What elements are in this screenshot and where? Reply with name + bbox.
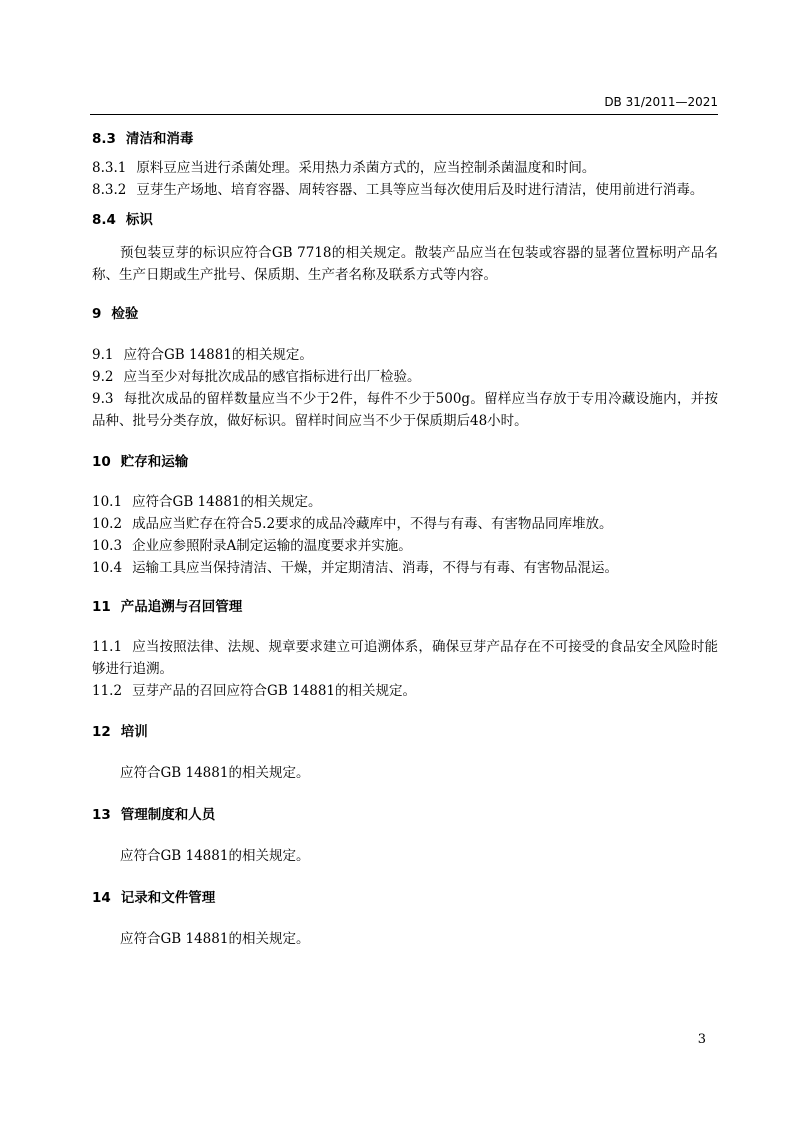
clause-text: 运输工具应当保持清洁、干燥，并定期清洁、消毒，不得与有毒、有害物品混运。 bbox=[132, 560, 619, 576]
heading-11 bbox=[92, 596, 718, 618]
clause-10-1 bbox=[92, 491, 718, 513]
standard-code: DB 31/2011—2021 bbox=[604, 95, 718, 109]
clause-number: 9.2 bbox=[92, 369, 114, 385]
heading-number: 13 bbox=[92, 807, 111, 823]
clause-10-2 bbox=[92, 513, 718, 535]
clause-number: 8.3.1 bbox=[92, 160, 127, 176]
heading-number: 8.4 bbox=[92, 212, 116, 228]
heading-12 bbox=[92, 721, 718, 743]
clause-9-2 bbox=[92, 366, 718, 388]
clause-11-1 bbox=[92, 636, 718, 680]
paragraph-14: 应符合GB 14881的相关规定。 bbox=[120, 931, 310, 947]
clause-9-1 bbox=[92, 344, 718, 366]
page-number: 3 bbox=[697, 1032, 706, 1047]
clause-text: 应当按照法律、法规、规章要求建立可追溯体系，确保豆芽产品存在不可接受的食品安全风险时能够进行追溯。 bbox=[92, 639, 718, 677]
heading-8-3 bbox=[92, 128, 718, 150]
clause-number: 11.1 bbox=[92, 639, 123, 655]
heading-title: 贮存和运输 bbox=[120, 454, 189, 470]
heading-number: 14 bbox=[92, 890, 111, 906]
paragraph-13: 应符合GB 14881的相关规定。 bbox=[120, 848, 310, 864]
heading-title: 标识 bbox=[125, 212, 153, 228]
clause-10-3 bbox=[92, 535, 718, 557]
clause-text: 成品应当贮存在符合5.2要求的成品冷藏库中，不得与有毒、有害物品同库堆放。 bbox=[132, 516, 613, 532]
clause-8-3-2 bbox=[92, 179, 718, 201]
header-rule bbox=[90, 114, 718, 115]
clause-text: 豆芽生产场地、培育容器、周转容器、工具等应当每次使用后及时进行清洁，使用前进行消毒。 bbox=[136, 182, 704, 198]
clause-number: 10.3 bbox=[92, 538, 123, 554]
heading-title: 记录和文件管理 bbox=[120, 890, 216, 906]
clause-number: 10.1 bbox=[92, 494, 123, 510]
heading-number: 10 bbox=[92, 454, 111, 470]
heading-title: 检验 bbox=[111, 306, 139, 322]
heading-14 bbox=[92, 887, 718, 909]
clause-9-3 bbox=[92, 388, 718, 432]
heading-13 bbox=[92, 804, 718, 826]
clause-10-4 bbox=[92, 557, 718, 579]
heading-number: 11 bbox=[92, 599, 111, 615]
heading-number: 8.3 bbox=[92, 131, 116, 147]
heading-title: 产品追溯与召回管理 bbox=[120, 599, 243, 615]
clause-number: 8.3.2 bbox=[92, 182, 127, 198]
clause-number: 9.1 bbox=[92, 347, 114, 363]
heading-title: 培训 bbox=[120, 724, 148, 740]
paragraph-8-4: 预包装豆芽的标识应符合GB 7718的相关规定。散装产品应当在包装或容器的显著位置标明产品名称、生产日期或生产批号、保质期、生产者名称及联系方式等内容。 bbox=[92, 245, 718, 283]
paragraph-12: 应符合GB 14881的相关规定。 bbox=[120, 765, 310, 781]
heading-number: 9 bbox=[92, 306, 102, 322]
clause-text: 豆芽产品的召回应符合GB 14881的相关规定。 bbox=[132, 683, 417, 699]
clause-text: 每批次成品的留样数量应当不少于2件，每件不少于500g。留样应当存放于专用冷藏设施内，并按品种、批号分类存放，做好标识。留样时间应当不少于保质期后48小时。 bbox=[92, 391, 718, 429]
clause-text: 应符合GB 14881的相关规定。 bbox=[123, 347, 313, 363]
clause-text: 企业应参照附录A制定运输的温度要求并实施。 bbox=[132, 538, 412, 554]
heading-8-4 bbox=[92, 209, 718, 231]
heading-9 bbox=[92, 303, 718, 325]
clause-text: 原料豆应当进行杀菌处理。采用热力杀菌方式的，应当控制杀菌温度和时间。 bbox=[136, 160, 596, 176]
clause-number: 11.2 bbox=[92, 683, 123, 699]
clause-11-2 bbox=[92, 680, 718, 702]
clause-text: 应当至少对每批次成品的感官指标进行出厂检验。 bbox=[123, 369, 421, 385]
clause-number: 9.3 bbox=[92, 391, 114, 407]
clause-8-3-1 bbox=[92, 157, 718, 179]
heading-10 bbox=[92, 451, 718, 473]
clause-text: 应符合GB 14881的相关规定。 bbox=[132, 494, 322, 510]
clause-number: 10.4 bbox=[92, 560, 123, 576]
heading-title: 清洁和消毒 bbox=[125, 131, 194, 147]
heading-title: 管理制度和人员 bbox=[120, 807, 216, 823]
heading-number: 12 bbox=[92, 724, 111, 740]
clause-number: 10.2 bbox=[92, 516, 123, 532]
